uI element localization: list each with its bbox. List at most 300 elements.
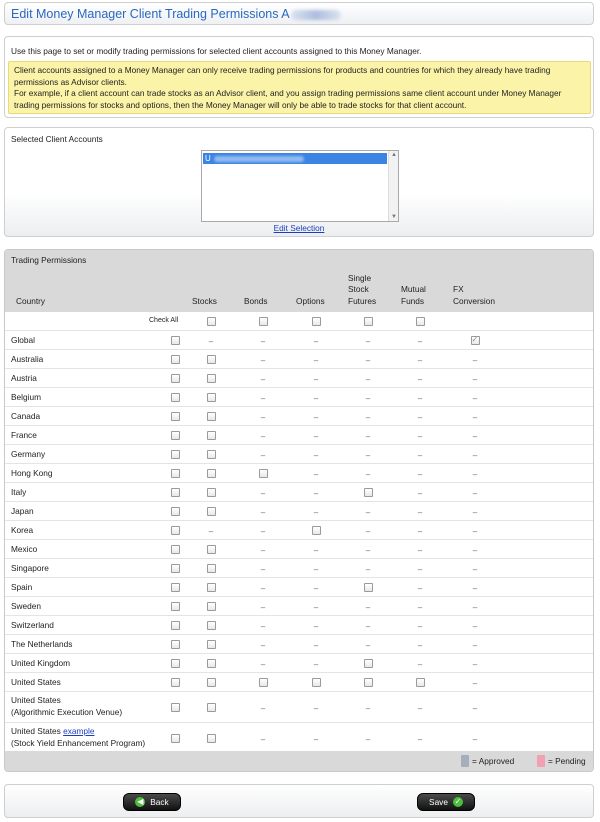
fx-conversion-dash: – <box>472 470 478 479</box>
fx-conversion-cell <box>469 734 481 744</box>
single-stock-futures-cell <box>362 526 374 536</box>
stocks-checkbox[interactable] <box>207 564 216 573</box>
single-stock-futures-dash: – <box>365 735 371 744</box>
single-stock-futures-dash: – <box>365 565 371 574</box>
header-single-stock-futures: Single Stock Futures <box>348 272 377 306</box>
bonds-cell <box>257 431 269 441</box>
stocks-checkbox[interactable] <box>207 488 216 497</box>
table-row <box>5 635 593 654</box>
single-stock-futures-dash: – <box>365 470 371 479</box>
mutual-funds-dash: – <box>417 603 423 612</box>
table-row <box>5 445 593 464</box>
stocks-cell <box>205 734 217 744</box>
single-stock-futures-cell <box>362 374 374 384</box>
bonds-dash: – <box>260 413 266 422</box>
row-select-checkbox[interactable] <box>171 507 180 516</box>
single-stock-futures-cell <box>362 734 374 744</box>
single-stock-futures-dash: – <box>365 704 371 713</box>
bonds-dash: – <box>260 603 266 612</box>
bonds-dash: – <box>260 735 266 744</box>
stocks-checkbox[interactable] <box>207 703 216 712</box>
trading-permissions-title: Trading Permissions <box>5 250 593 270</box>
mutual-funds-dash: – <box>417 565 423 574</box>
stocks-cell <box>205 412 217 422</box>
stocks-checkbox[interactable] <box>207 450 216 459</box>
stocks-checkbox[interactable] <box>207 621 216 630</box>
table-row <box>5 407 593 426</box>
single-stock-futures-cell <box>362 488 374 498</box>
title-bar <box>4 2 594 25</box>
single-stock-futures-dash: – <box>365 413 371 422</box>
single-stock-futures-cell <box>362 431 374 441</box>
country-name: Germany <box>11 449 46 459</box>
bonds-cell <box>257 469 269 479</box>
row-select-cell <box>169 488 181 498</box>
mutual-funds-dash: – <box>417 337 423 346</box>
fx-conversion-dash: – <box>472 356 478 365</box>
bonds-checkbox[interactable] <box>259 469 268 478</box>
options-cell <box>310 621 322 631</box>
country-name: Singapore <box>11 563 49 573</box>
row-select-checkbox[interactable] <box>171 703 180 712</box>
bonds-cell <box>257 583 269 593</box>
options-dash: – <box>313 735 319 744</box>
fx-conversion-cell <box>469 355 481 365</box>
stocks-checkbox[interactable] <box>207 355 216 364</box>
bonds-cell <box>257 621 269 631</box>
example-link[interactable]: example <box>63 726 95 736</box>
mutual-funds-dash: – <box>417 735 423 744</box>
stocks-checkbox[interactable] <box>207 734 216 743</box>
mutual-funds-cell <box>414 450 426 460</box>
stocks-cell <box>205 659 217 669</box>
row-select-checkbox[interactable] <box>171 336 180 345</box>
stocks-cell <box>205 393 217 403</box>
table-row <box>5 723 593 754</box>
country-name: Switzerland <box>11 620 54 630</box>
check-all-label: Check All <box>149 317 179 324</box>
mutual-funds-checkbox[interactable] <box>416 678 425 687</box>
table-row <box>5 578 593 597</box>
bonds-cell <box>257 336 269 346</box>
stocks-checkbox[interactable] <box>207 659 216 668</box>
fx-conversion-cell <box>469 659 481 669</box>
bonds-dash: – <box>260 432 266 441</box>
row-select-cell <box>169 374 181 384</box>
country-name: United States (Algorithmic Execution Venue) <box>11 695 123 717</box>
options-cell <box>310 355 322 365</box>
bonds-dash: – <box>260 622 266 631</box>
check-all-bonds-cell <box>257 317 269 327</box>
redacted-name <box>291 10 341 20</box>
mutual-funds-dash: – <box>417 527 423 536</box>
fx-conversion-cell <box>469 469 481 479</box>
single-stock-futures-dash: – <box>365 337 371 346</box>
bonds-cell <box>257 412 269 422</box>
row-select-checkbox[interactable] <box>171 469 180 478</box>
stocks-cell <box>205 355 217 365</box>
stocks-checkbox[interactable] <box>207 507 216 516</box>
scroll-up-icon[interactable]: ▲ <box>391 152 397 158</box>
options-checkbox[interactable] <box>312 526 321 535</box>
options-cell <box>310 734 322 744</box>
fx-conversion-cell <box>469 526 481 536</box>
bonds-cell <box>257 734 269 744</box>
bonds-cell <box>257 602 269 612</box>
table-row <box>5 426 593 445</box>
fx-conversion-cell <box>469 564 481 574</box>
edit-selection-link[interactable]: Edit Selection <box>273 223 325 233</box>
single-stock-futures-dash: – <box>365 527 371 536</box>
header-mutual-funds: Mutual Funds <box>401 284 426 306</box>
fx-conversion-cell <box>469 678 481 688</box>
save-label: Save <box>429 797 448 807</box>
header-stocks: Stocks <box>192 295 217 306</box>
row-select-cell <box>169 621 181 631</box>
stocks-cell <box>205 640 217 650</box>
bonds-dash: – <box>260 565 266 574</box>
account-option-selected[interactable]: U <box>203 153 387 164</box>
fx-conversion-dash: – <box>472 660 478 669</box>
bonds-cell <box>257 507 269 517</box>
country-name: Canada <box>11 411 41 421</box>
country-name: Global <box>11 335 35 345</box>
single-stock-futures-cell <box>362 621 374 631</box>
single-stock-futures-cell <box>362 678 374 688</box>
single-stock-futures-dash: – <box>365 603 371 612</box>
fx-conversion-cell <box>469 602 481 612</box>
fx-conversion-cell <box>469 507 481 517</box>
stocks-checkbox[interactable] <box>207 640 216 649</box>
bonds-dash: – <box>260 489 266 498</box>
single-stock-futures-cell <box>362 640 374 650</box>
options-dash: – <box>313 584 319 593</box>
single-stock-futures-checkbox[interactable] <box>364 583 373 592</box>
single-stock-futures-cell <box>362 602 374 612</box>
country-name: United Kingdom <box>11 658 71 668</box>
fx-conversion-dash: – <box>472 508 478 517</box>
header-options: Options <box>296 295 325 306</box>
fx-conversion-checkbox[interactable] <box>471 336 480 345</box>
fx-conversion-cell <box>469 450 481 460</box>
table-row <box>5 350 593 369</box>
permissions-table-header <box>5 270 593 312</box>
table-row <box>5 540 593 559</box>
country-name: Belgium <box>11 392 41 402</box>
fx-conversion-cell <box>469 545 481 555</box>
selected-accounts-label: Selected Client Accounts <box>11 134 103 144</box>
notice-paragraph-2: For example, if a client account can trade stocks as an Advisor client, and you assign trading permissions same client account under Money Manager trading permissions for stocks and options, then the Money Manager will only be able to trade stocks for that client account. <box>14 88 562 110</box>
row-select-checkbox[interactable] <box>171 602 180 611</box>
stocks-cell <box>205 602 217 612</box>
row-select-checkbox[interactable] <box>171 734 180 743</box>
table-row <box>5 502 593 521</box>
intro-text: Use this page to set or modify trading permissions for selected client accounts assigned to this Money Manager. <box>11 46 422 56</box>
page-title: Edit Money Manager Client Trading Permissions A <box>11 7 341 21</box>
country-name: Korea <box>11 525 34 535</box>
row-select-cell <box>169 431 181 441</box>
row-select-checkbox[interactable] <box>171 640 180 649</box>
fx-conversion-dash: – <box>472 546 478 555</box>
save-button[interactable] <box>417 793 475 811</box>
fx-conversion-dash: – <box>472 641 478 650</box>
mutual-funds-dash: – <box>417 470 423 479</box>
check-all-single-stock-futures-checkbox[interactable] <box>364 317 373 326</box>
fx-conversion-cell <box>469 412 481 422</box>
mutual-funds-cell <box>414 734 426 744</box>
bonds-cell <box>257 355 269 365</box>
row-select-checkbox[interactable] <box>171 564 180 573</box>
bonds-checkbox[interactable] <box>259 678 268 687</box>
country-name: United States example (Stock Yield Enhancement Program) <box>11 726 146 748</box>
mutual-funds-dash: – <box>417 704 423 713</box>
country-name: Hong Kong <box>11 468 53 478</box>
mutual-funds-cell <box>414 703 426 713</box>
row-select-cell <box>169 526 181 536</box>
single-stock-futures-cell <box>362 703 374 713</box>
stocks-cell <box>205 545 217 555</box>
table-row <box>5 597 593 616</box>
approved-label: = Approved <box>472 756 515 766</box>
table-row <box>5 654 593 673</box>
header-fx-conversion: FX Conversion <box>453 284 495 306</box>
approved-swatch <box>461 755 469 767</box>
bonds-cell <box>257 526 269 536</box>
stocks-checkbox[interactable] <box>207 678 216 687</box>
single-stock-futures-dash: – <box>365 375 371 384</box>
row-select-cell <box>169 602 181 612</box>
options-cell <box>310 659 322 669</box>
fx-conversion-cell <box>469 583 481 593</box>
options-cell <box>310 412 322 422</box>
single-stock-futures-cell <box>362 564 374 574</box>
row-select-cell <box>169 678 181 688</box>
row-select-cell <box>169 450 181 460</box>
stocks-cell <box>205 431 217 441</box>
mutual-funds-cell <box>414 564 426 574</box>
bonds-dash: – <box>260 394 266 403</box>
fx-conversion-dash: – <box>472 735 478 744</box>
bonds-cell <box>257 374 269 384</box>
options-dash: – <box>313 603 319 612</box>
stocks-cell <box>205 526 217 536</box>
mutual-funds-cell <box>414 621 426 631</box>
fx-conversion-cell <box>469 393 481 403</box>
stocks-checkbox[interactable] <box>207 374 216 383</box>
options-checkbox[interactable] <box>312 678 321 687</box>
fx-conversion-cell <box>469 703 481 713</box>
mutual-funds-cell <box>414 355 426 365</box>
check-all-bonds-checkbox[interactable] <box>259 317 268 326</box>
mutual-funds-cell <box>414 374 426 384</box>
fx-conversion-dash: – <box>472 432 478 441</box>
single-stock-futures-checkbox[interactable] <box>364 488 373 497</box>
stocks-checkbox[interactable] <box>207 393 216 402</box>
mutual-funds-cell <box>414 526 426 536</box>
back-button[interactable] <box>123 793 181 811</box>
single-stock-futures-dash: – <box>365 394 371 403</box>
arrow-left-icon: ◀ <box>137 797 144 806</box>
fx-conversion-dash: – <box>472 451 478 460</box>
options-cell <box>310 488 322 498</box>
row-select-checkbox[interactable] <box>171 488 180 497</box>
stocks-cell <box>205 703 217 713</box>
row-select-checkbox[interactable] <box>171 450 180 459</box>
mutual-funds-dash: – <box>417 356 423 365</box>
fx-conversion-dash: – <box>472 704 478 713</box>
check-all-stocks-cell <box>205 317 217 327</box>
options-cell <box>310 678 322 688</box>
stocks-cell <box>205 488 217 498</box>
check-all-mutual-funds-checkbox[interactable] <box>416 317 425 326</box>
bonds-dash: – <box>260 527 266 536</box>
fx-conversion-dash: – <box>472 489 478 498</box>
mutual-funds-cell <box>414 393 426 403</box>
fx-conversion-cell <box>469 374 481 384</box>
row-select-checkbox[interactable] <box>171 412 180 421</box>
bonds-cell <box>257 640 269 650</box>
row-select-checkbox[interactable] <box>171 583 180 592</box>
fx-conversion-dash: – <box>472 413 478 422</box>
stocks-cell <box>205 564 217 574</box>
fx-conversion-cell <box>469 488 481 498</box>
stocks-checkbox[interactable] <box>207 469 216 478</box>
row-select-checkbox[interactable] <box>171 526 180 535</box>
options-dash: – <box>313 622 319 631</box>
row-select-checkbox[interactable] <box>171 621 180 630</box>
stocks-dash: – <box>208 337 214 346</box>
pending-swatch <box>537 755 545 767</box>
options-dash: – <box>313 356 319 365</box>
row-select-cell <box>169 640 181 650</box>
single-stock-futures-dash: – <box>365 451 371 460</box>
stocks-cell <box>205 507 217 517</box>
row-select-cell <box>169 393 181 403</box>
row-select-checkbox[interactable] <box>171 374 180 383</box>
single-stock-futures-cell <box>362 450 374 460</box>
options-cell <box>310 564 322 574</box>
row-select-checkbox[interactable] <box>171 393 180 402</box>
single-stock-futures-dash: – <box>365 622 371 631</box>
mutual-funds-dash: – <box>417 394 423 403</box>
options-cell <box>310 545 322 555</box>
mutual-funds-cell <box>414 640 426 650</box>
options-cell <box>310 640 322 650</box>
notice-paragraph-1: Client accounts assigned to a Money Manager can only receive trading permissions for products and countries for which they already have trading permissions as Advisor clients. <box>14 65 551 87</box>
country-name: United States <box>11 677 61 687</box>
bonds-dash: – <box>260 375 266 384</box>
single-stock-futures-cell <box>362 545 374 555</box>
options-dash: – <box>313 394 319 403</box>
row-select-cell <box>169 355 181 365</box>
row-select-cell <box>169 469 181 479</box>
row-select-checkbox[interactable] <box>171 355 180 364</box>
country-name: The Netherlands <box>11 639 73 649</box>
stocks-checkbox[interactable] <box>207 431 216 440</box>
mutual-funds-dash: – <box>417 432 423 441</box>
stocks-checkbox[interactable] <box>207 602 216 611</box>
table-row <box>5 464 593 483</box>
notice-box <box>8 61 591 114</box>
bonds-dash: – <box>260 546 266 555</box>
options-dash: – <box>313 546 319 555</box>
table-row <box>5 616 593 635</box>
stocks-cell <box>205 583 217 593</box>
check-all-stocks-checkbox[interactable] <box>207 317 216 326</box>
single-stock-futures-dash: – <box>365 546 371 555</box>
fx-conversion-dash: – <box>472 622 478 631</box>
mutual-funds-dash: – <box>417 375 423 384</box>
fx-conversion-cell <box>469 621 481 631</box>
options-dash: – <box>313 704 319 713</box>
selected-accounts-panel <box>4 127 594 237</box>
mutual-funds-cell <box>414 659 426 669</box>
check-all-mutual-funds-cell <box>414 317 426 327</box>
check-all-options-checkbox[interactable] <box>312 317 321 326</box>
row-select-checkbox[interactable] <box>171 678 180 687</box>
scroll-down-icon[interactable]: ▼ <box>391 214 397 220</box>
mutual-funds-cell <box>414 431 426 441</box>
check-all-row <box>5 312 593 331</box>
intro-panel <box>4 36 594 118</box>
row-select-checkbox[interactable] <box>171 545 180 554</box>
fx-conversion-dash: – <box>472 584 478 593</box>
row-select-checkbox[interactable] <box>171 431 180 440</box>
bonds-cell <box>257 393 269 403</box>
single-stock-futures-cell <box>362 469 374 479</box>
options-dash: – <box>313 451 319 460</box>
single-stock-futures-checkbox[interactable] <box>364 659 373 668</box>
options-cell <box>310 507 322 517</box>
single-stock-futures-dash: – <box>365 641 371 650</box>
stocks-checkbox[interactable] <box>207 545 216 554</box>
country-name: Sweden <box>11 601 41 611</box>
header-country: Country <box>16 295 46 306</box>
bonds-dash: – <box>260 337 266 346</box>
bonds-cell <box>257 703 269 713</box>
options-cell <box>310 374 322 384</box>
row-select-cell <box>169 564 181 574</box>
row-select-cell <box>169 507 181 517</box>
options-cell <box>310 450 322 460</box>
single-stock-futures-checkbox[interactable] <box>364 678 373 687</box>
mutual-funds-dash: – <box>417 660 423 669</box>
listbox-scrollbar[interactable] <box>388 151 398 221</box>
stocks-cell <box>205 621 217 631</box>
fx-conversion-cell <box>469 431 481 441</box>
options-dash: – <box>313 508 319 517</box>
fx-conversion-dash: – <box>472 565 478 574</box>
stocks-checkbox[interactable] <box>207 412 216 421</box>
bonds-cell <box>257 488 269 498</box>
country-name: Australia <box>11 354 44 364</box>
fx-conversion-dash: – <box>472 394 478 403</box>
single-stock-futures-dash: – <box>365 432 371 441</box>
accounts-listbox[interactable] <box>201 150 399 222</box>
stocks-cell <box>205 336 217 346</box>
back-label: Back <box>150 797 169 807</box>
footer-bar <box>4 784 594 818</box>
table-row <box>5 521 593 540</box>
stocks-dash: – <box>208 527 214 536</box>
mutual-funds-cell <box>414 469 426 479</box>
mutual-funds-dash: – <box>417 546 423 555</box>
stocks-checkbox[interactable] <box>207 583 216 592</box>
row-select-checkbox[interactable] <box>171 659 180 668</box>
country-name: Japan <box>11 506 34 516</box>
table-row <box>5 388 593 407</box>
bonds-dash: – <box>260 451 266 460</box>
